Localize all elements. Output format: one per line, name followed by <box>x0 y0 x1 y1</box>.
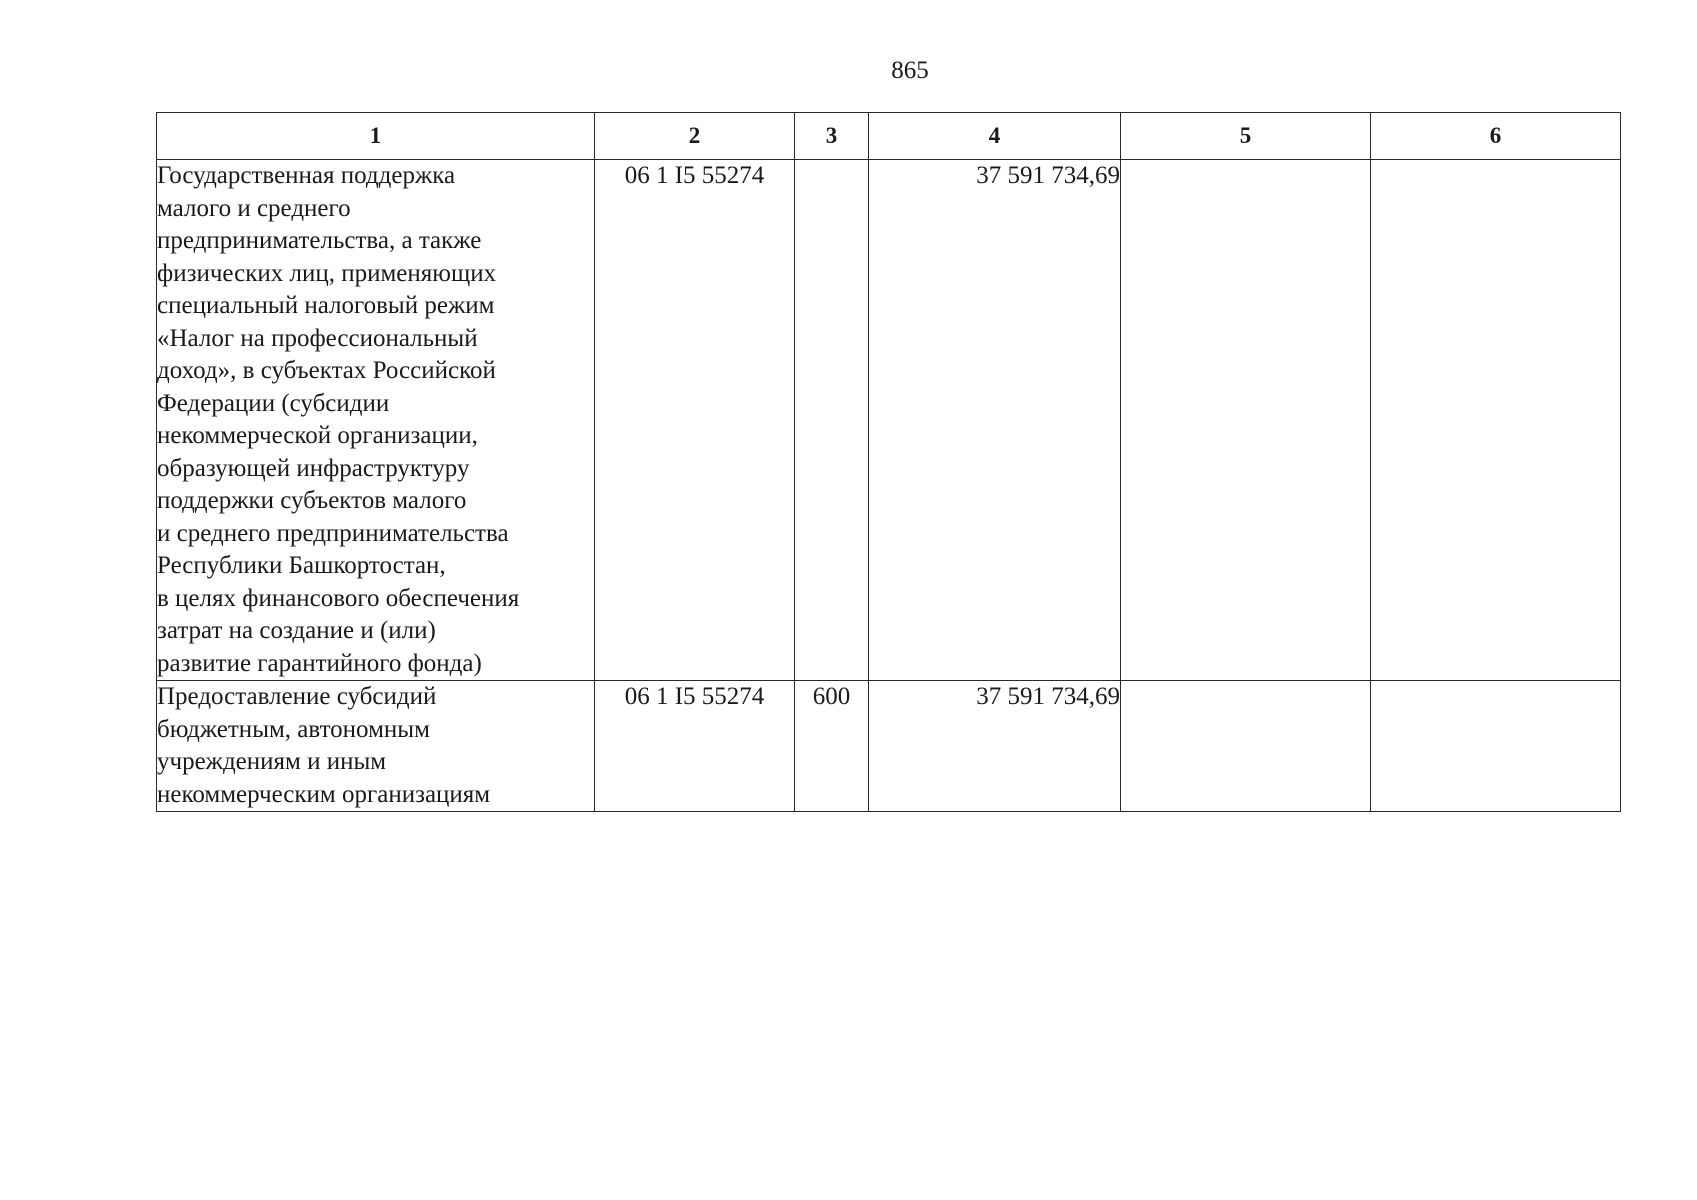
row-name-line: затрат на создание и (или) <box>157 617 436 644</box>
row-name-line: поддержки субъектов малого <box>157 487 467 514</box>
row-code-cell: 06 1 I5 55274 <box>595 681 795 812</box>
row-name-line: специальный налоговый режим <box>157 292 495 319</box>
row-name-line: малого и среднего <box>157 194 351 222</box>
row-name-line: Государственная поддержка <box>157 162 456 189</box>
row-col6-cell <box>1371 681 1621 812</box>
row-type-cell: 600 <box>795 681 869 812</box>
row-name-line: учреждениям и иным <box>157 748 387 775</box>
header-col-6: 6 <box>1371 113 1621 160</box>
row-type-cell <box>795 160 869 681</box>
row-name-line: образующей инфраструктуру <box>157 454 470 482</box>
row-amount-cell: 37 591 734,69 <box>869 160 1121 681</box>
row-name-line: Федерации (субсидии <box>157 389 390 417</box>
row-col5-cell <box>1121 160 1371 681</box>
row-name-line: некоммерческим организациям <box>157 780 491 808</box>
row-name-line: развитие гарантийного фонда) <box>157 649 482 677</box>
header-col-3: 3 <box>795 113 869 160</box>
row-name-line: предпринимательства, а также <box>157 227 482 254</box>
header-col-1: 1 <box>157 113 595 160</box>
row-name-line: бюджетным, автономным <box>157 715 430 743</box>
row-col5-cell <box>1121 681 1371 812</box>
header-col-5: 5 <box>1121 113 1371 160</box>
row-code-cell: 06 1 I5 55274 <box>595 160 795 681</box>
row-name-line: физических лиц, применяющих <box>157 259 497 287</box>
budget-table <box>156 112 1621 812</box>
page-number: 865 <box>891 57 929 84</box>
row-name-line: и среднего предпринимательства <box>157 519 509 547</box>
header-col-2: 2 <box>595 113 795 160</box>
row-name-cell <box>157 681 595 812</box>
row-name-line: в целях финансового обеспечения <box>157 584 520 612</box>
row-amount-cell: 37 591 734,69 <box>869 681 1121 812</box>
header-row <box>157 113 1621 160</box>
row-name-line: некоммерческой организации, <box>157 422 478 449</box>
table-row <box>157 681 1621 812</box>
row-name-line: Республики Башкортостан, <box>157 552 446 579</box>
row-name-line: «Налог на профессиональный <box>157 324 478 352</box>
row-name-line: доход», в субъектах Российской <box>157 357 496 384</box>
header-col-4: 4 <box>869 113 1121 160</box>
row-name-cell <box>157 160 595 681</box>
row-col6-cell <box>1371 160 1621 681</box>
table-row <box>157 160 1621 681</box>
row-name-line: Предоставление субсидий <box>157 683 437 710</box>
